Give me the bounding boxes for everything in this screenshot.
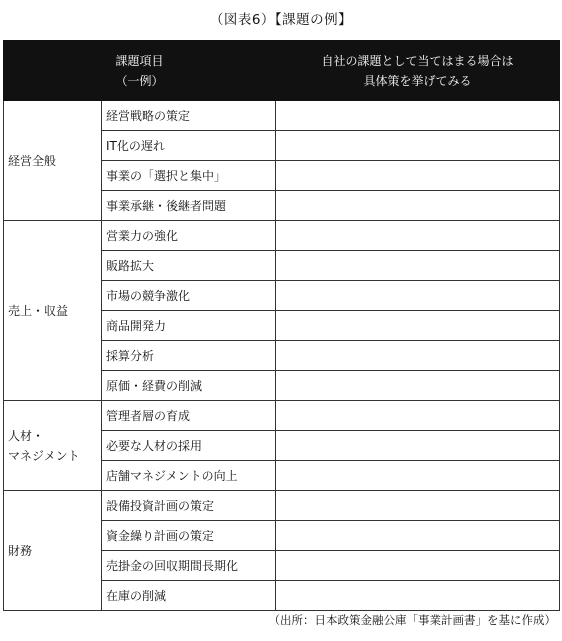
measure-entry-cell[interactable] xyxy=(276,311,560,341)
measure-entry-cell[interactable] xyxy=(276,101,560,131)
figure-title: （図表6）【課題の例】 xyxy=(209,12,353,28)
issue-item-cell: 営業力の強化 xyxy=(102,221,276,251)
header-issue-items-line2: （一例） xyxy=(115,73,164,88)
category-label: 売上・収益 xyxy=(8,303,69,318)
measure-entry-cell[interactable] xyxy=(276,371,560,401)
measure-entry-cell[interactable] xyxy=(276,341,560,371)
measure-entry-cell[interactable] xyxy=(276,431,560,461)
measure-entry-cell[interactable] xyxy=(276,281,560,311)
measure-entry-cell[interactable] xyxy=(276,191,560,221)
issues-table xyxy=(3,40,560,611)
header-row xyxy=(4,41,560,101)
issue-item-cell: 資金繰り計画の策定 xyxy=(102,521,276,551)
source-note: （出所：日本政策金融公庫「事業計画書」を基に作成） xyxy=(268,613,556,627)
issue-item-cell: 経営戦略の策定 xyxy=(102,101,276,131)
issue-item-cell: 販路拡大 xyxy=(102,251,276,281)
issue-item-cell: 必要な人材の採用 xyxy=(102,431,276,461)
issue-item-cell: 店舗マネジメントの向上 xyxy=(102,461,276,491)
issue-item-cell: 在庫の削減 xyxy=(102,581,276,611)
measure-entry-cell[interactable] xyxy=(276,551,560,581)
issue-item-cell: IT化の遅れ xyxy=(102,131,276,161)
issue-item-cell: 採算分析 xyxy=(102,341,276,371)
measure-entry-cell[interactable] xyxy=(276,161,560,191)
measure-entry-cell[interactable] xyxy=(276,401,560,431)
measure-entry-cell[interactable] xyxy=(276,221,560,251)
category-label: 経営全般 xyxy=(8,153,57,168)
category-cell xyxy=(4,491,102,611)
header-issue-items xyxy=(4,41,276,101)
header-issue-items-line1: 課題項目 xyxy=(115,53,164,68)
issue-item-cell: 原価・経費の削減 xyxy=(102,371,276,401)
issue-item-cell: 市場の競争激化 xyxy=(102,281,276,311)
table-row xyxy=(4,491,560,521)
table-body xyxy=(4,101,560,611)
issue-item-cell: 事業承継・後継者問題 xyxy=(102,191,276,221)
table-row xyxy=(4,221,560,251)
issue-item-cell: 売掛金の回収期間長期化 xyxy=(102,551,276,581)
measure-entry-cell[interactable] xyxy=(276,581,560,611)
category-cell xyxy=(4,101,102,221)
header-measures xyxy=(276,41,560,101)
issue-item-cell: 商品開発力 xyxy=(102,311,276,341)
measure-entry-cell[interactable] xyxy=(276,521,560,551)
issue-item-cell: 事業の「選択と集中」 xyxy=(102,161,276,191)
issue-item-cell: 管理者層の育成 xyxy=(102,401,276,431)
header-measures-line1: 自社の課題として当てはまる場合は xyxy=(321,53,514,68)
category-label: 人材・ xyxy=(8,428,45,443)
measure-entry-cell[interactable] xyxy=(276,461,560,491)
table-row xyxy=(4,401,560,431)
category-label: 財務 xyxy=(8,543,33,558)
category-label: マネジメント xyxy=(8,448,80,463)
measure-entry-cell[interactable] xyxy=(276,251,560,281)
measure-entry-cell[interactable] xyxy=(276,491,560,521)
issue-item-cell: 設備投資計画の策定 xyxy=(102,491,276,521)
measure-entry-cell[interactable] xyxy=(276,131,560,161)
category-cell xyxy=(4,401,102,491)
table-row xyxy=(4,101,560,131)
header-measures-line2: 具体策を挙げてみる xyxy=(363,73,472,88)
category-cell xyxy=(4,221,102,401)
